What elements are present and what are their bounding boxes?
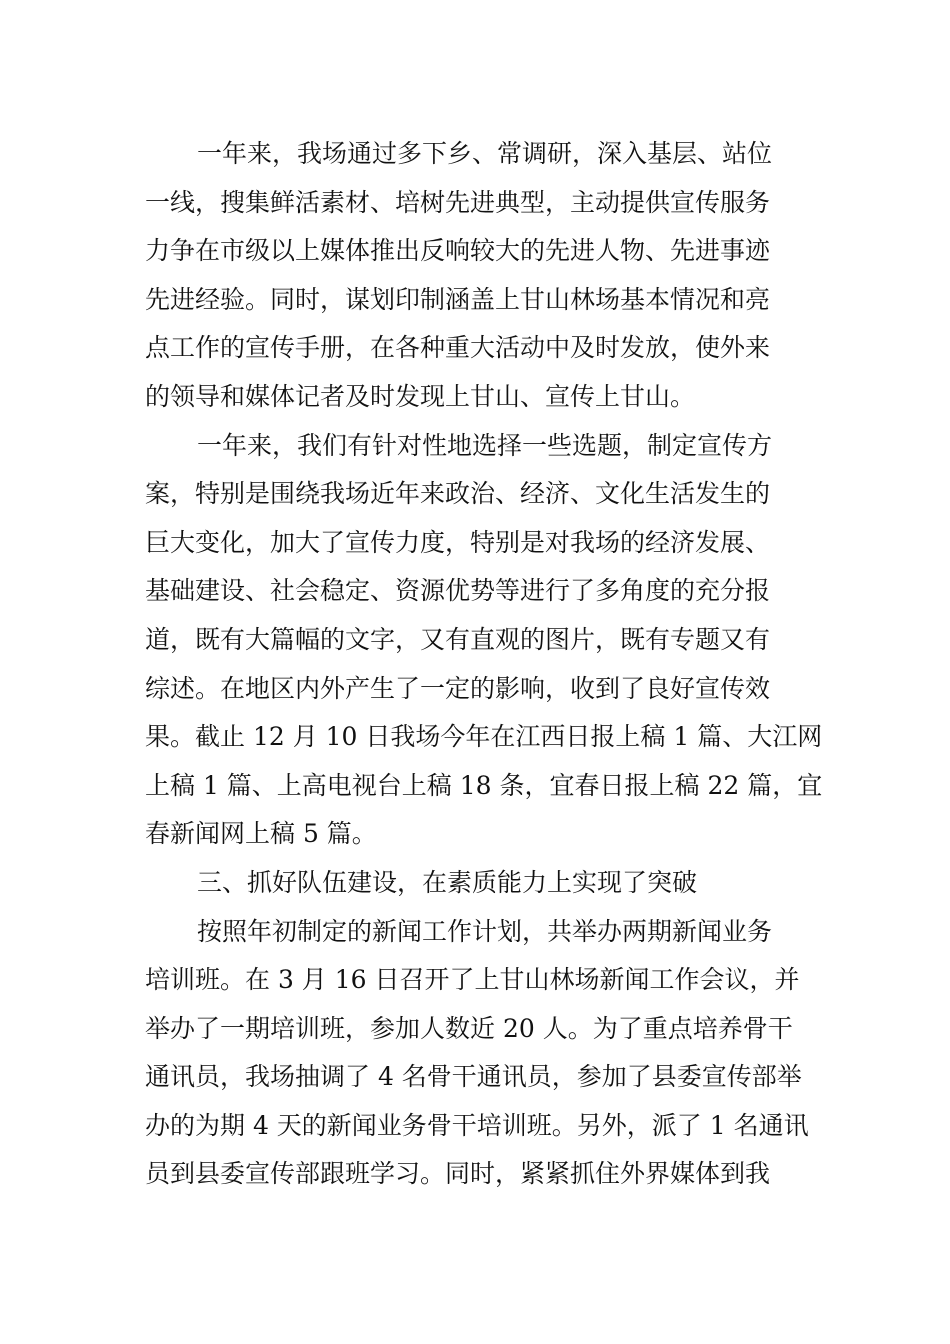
paragraph-3-line-1: 按照年初制定的新闻工作计划，共举办两期新闻业务: [197, 916, 773, 946]
paragraph-3-line-2: 培训班。在 3 月 16 日召开了上甘山林场新闻工作会议，并: [145, 965, 800, 995]
paragraph-2-line-8: 上稿 1 篇、上高电视台上稿 18 条，宜春日报上稿 22 篇，宜: [145, 770, 823, 800]
paragraph-3-line-3: 举办了一期培训班，参加人数近 20 人。为了重点培养骨干: [145, 1013, 793, 1043]
paragraph-2-line-6: 综述。在地区内外产生了一定的影响，收到了良好宣传效: [145, 673, 771, 703]
document-page: [145, 130, 823, 1199]
paragraph-2-line-1: 一年来，我们有针对性地选择一些选题，制定宣传方: [197, 430, 773, 460]
paragraph-2-line-3: 巨大变化，加大了宣传力度，特别是对我场的经济发展、: [145, 527, 771, 557]
paragraph-2-line-4: 基础建设、社会稳定、资源优势等进行了多角度的充分报: [145, 576, 771, 606]
paragraph-2-line-5: 道，既有大篇幅的文字，又有直观的图片，既有专题又有: [145, 624, 771, 654]
paragraph-3-line-6: 员到县委宣传部跟班学习。同时，紧紧抓住外界媒体到我: [145, 1159, 771, 1189]
paragraph-1-line-2: 一线，搜集鲜活素材、培树先进典型，主动提供宣传服务: [145, 187, 771, 217]
paragraph-3-line-5: 办的为期 4 天的新闻业务骨干培训班。另外，派了 1 名通讯: [145, 1110, 809, 1140]
paragraph-2-line-9: 春新闻网上稿 5 篇。: [145, 819, 377, 849]
paragraph-1-line-6: 的领导和媒体记者及时发现上甘山、宣传上甘山。: [145, 381, 696, 411]
paragraph-1-line-3: 力争在市级以上媒体推出反响较大的先进人物、先进事迹: [145, 236, 771, 266]
paragraph-1-line-4: 先进经验。同时，谋划印制涵盖上甘山林场基本情况和亮: [145, 284, 771, 314]
paragraph-1-line-1: 一年来，我场通过多下乡、常调研，深入基层、站位: [197, 139, 773, 168]
paragraph-2-line-7: 果。截止 12 月 10 日我场今年在江西日报上稿 1 篇、大江网: [145, 722, 823, 752]
paragraph-3-line-4: 通讯员，我场抽调了 4 名骨干通讯员，参加了县委宣传部举: [145, 1062, 802, 1092]
paragraph-1-line-5: 点工作的宣传手册，在各种重大活动中及时发放，使外来: [145, 333, 771, 363]
paragraph-2-line-2: 案，特别是围绕我场近年来政治、经济、文化生活发生的: [145, 479, 771, 509]
section-heading: 三、抓好队伍建设，在素质能力上实现了突破: [197, 867, 698, 897]
